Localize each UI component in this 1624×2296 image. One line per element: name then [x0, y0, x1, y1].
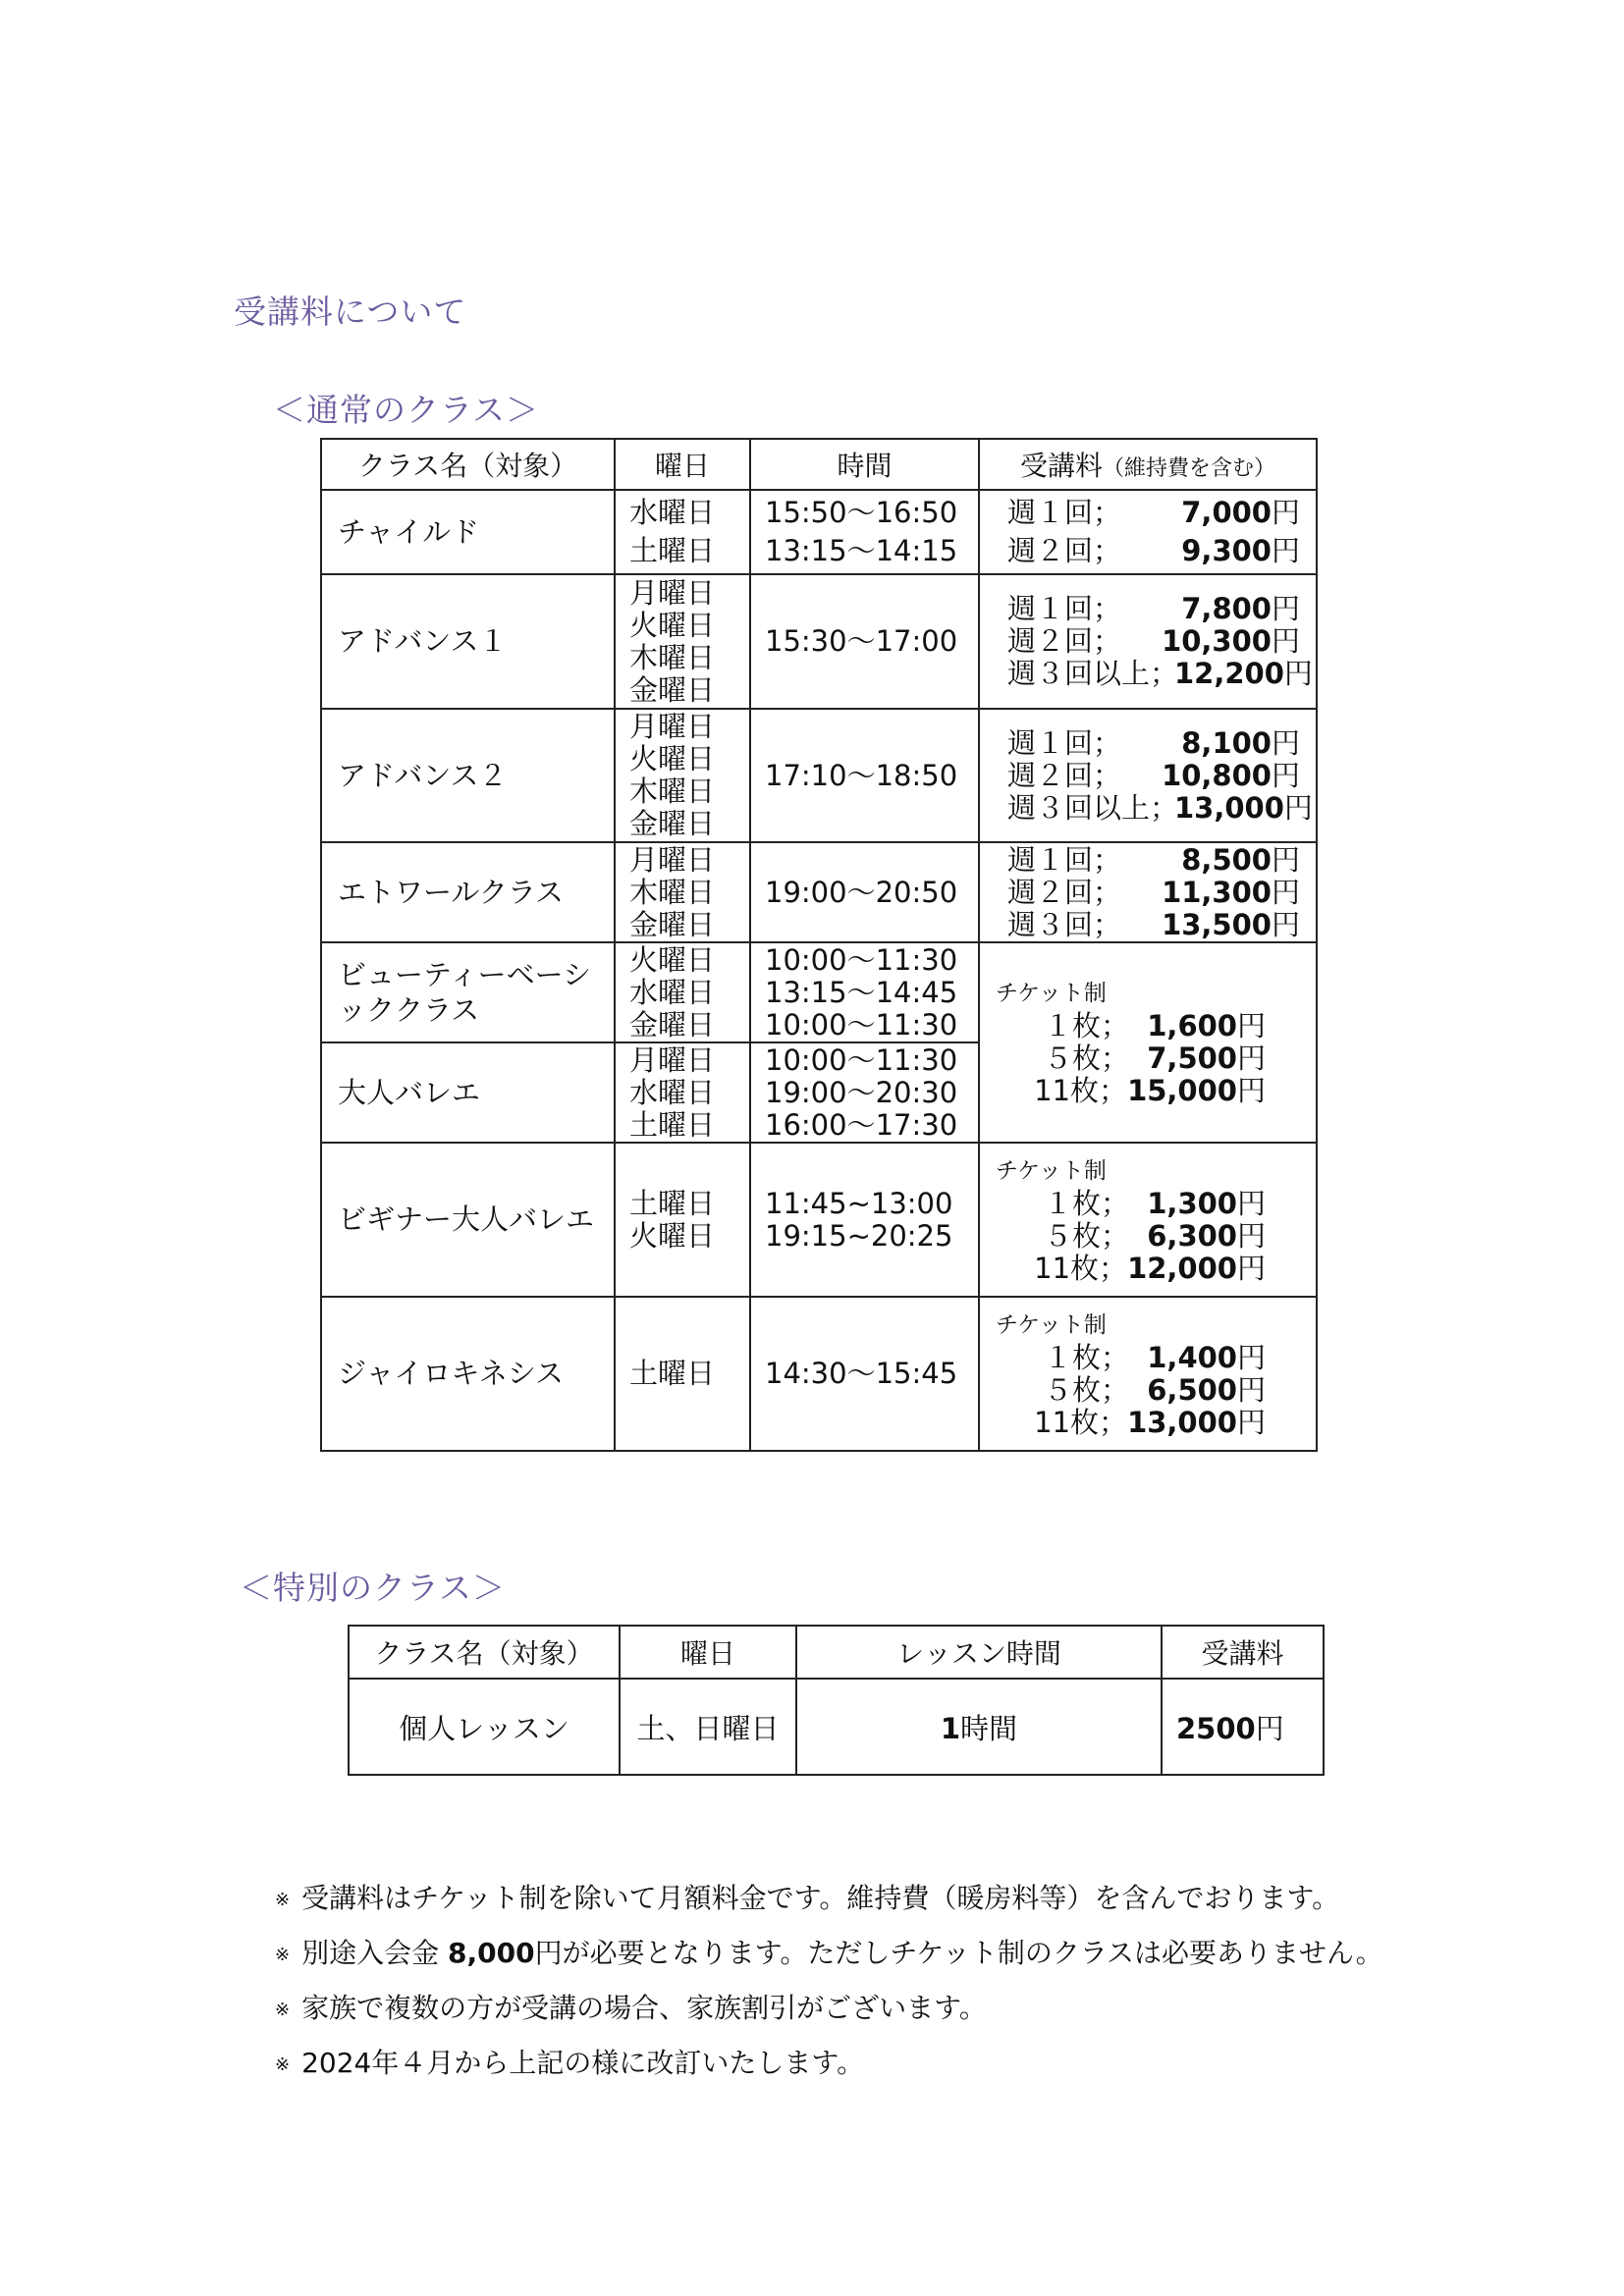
- regular-section-heading: ＜通常のクラス＞: [273, 391, 540, 429]
- notes-list: [275, 1873, 1383, 2093]
- lesson-duration: 1時間: [796, 1679, 1162, 1775]
- special-classes-table: [348, 1625, 1325, 1776]
- header-fee: 受講料（維持費を含む）: [979, 439, 1317, 490]
- class-time: 10:00～11:30 13:15～14:45 10:00～11:30: [750, 942, 979, 1042]
- table-row: [321, 1143, 1317, 1297]
- regular-classes-table: [320, 438, 1318, 1452]
- table-row: [321, 842, 1317, 942]
- class-name: 大人バレエ: [321, 1042, 615, 1143]
- class-fee: 2500円: [1162, 1679, 1324, 1775]
- header-class-name: クラス名（対象）: [321, 439, 615, 490]
- class-name: ビギナー大人バレエ: [321, 1143, 615, 1297]
- class-name: エトワールクラス: [321, 842, 615, 942]
- class-name: ジャイロキネシス: [321, 1297, 615, 1451]
- table-row: [321, 574, 1317, 709]
- class-time: 19:00～20:50: [750, 842, 979, 942]
- class-time: 11:45~13:00 19:15~20:25: [750, 1143, 979, 1297]
- class-fee: 週１回； 7,000円 週２回； 9,300円: [979, 490, 1317, 574]
- header-days: 曜日: [620, 1626, 796, 1679]
- table-row: [349, 1679, 1324, 1775]
- note-item: ※ 2024年４月から上記の様に改訂いたします。: [275, 2047, 865, 2079]
- table-row: [321, 942, 1317, 1042]
- class-days: 土曜日 火曜日: [615, 1143, 750, 1297]
- table-header-row: [321, 439, 1317, 490]
- class-time: 10:00～11:30 19:00～20:30 16:00～17:30: [750, 1042, 979, 1143]
- table-row: [321, 490, 1317, 574]
- header-class-name: クラス名（対象）: [349, 1626, 620, 1679]
- class-fee: 週１回； 8,500円 週２回； 11,300円 週３回； 13,500円: [979, 842, 1317, 942]
- class-name: 個人レッスン: [349, 1679, 620, 1775]
- class-time: 15:50～16:50 13:15～14:15: [750, 490, 979, 574]
- class-fee: 週１回； 7,800円 週２回； 10,300円 週３回以上； 12,200円: [979, 574, 1317, 709]
- header-days: 曜日: [615, 439, 750, 490]
- class-days: 土、日曜日: [620, 1679, 796, 1775]
- class-time: 14:30～15:45: [750, 1297, 979, 1451]
- header-lesson-time: レッスン時間: [796, 1626, 1162, 1679]
- class-time: 17:10～18:50: [750, 709, 979, 842]
- class-days: 火曜日 水曜日 金曜日: [615, 942, 750, 1042]
- note-item: ※ 受講料はチケット制を除いて月額料金です。維持費（暖房料等）を含んでおります。: [275, 1882, 1340, 1914]
- ticket-fee: チケット制 １枚； 1,400円 ５枚； 6,500円 11枚； 13,000円: [979, 1297, 1317, 1451]
- ticket-fee: チケット制 １枚； 1,300円 ５枚； 6,300円 11枚； 12,000円: [979, 1143, 1317, 1297]
- class-days: 水曜日 土曜日: [615, 490, 750, 574]
- table-row: [321, 1297, 1317, 1451]
- page-title: 受講料について: [234, 293, 467, 331]
- ticket-fee: チケット制 １枚； 1,600円 ５枚； 7,500円 11枚； 15,000円: [979, 942, 1317, 1143]
- class-days: 月曜日 水曜日 土曜日: [615, 1042, 750, 1143]
- note-item: ※ 家族で複数の方が受講の場合、家族割引がございます。: [275, 1992, 987, 2024]
- class-days: 月曜日 火曜日 木曜日 金曜日: [615, 709, 750, 842]
- class-time: 15:30～17:00: [750, 574, 979, 709]
- special-section-heading: ＜特別のクラス＞: [240, 1569, 507, 1607]
- header-fee: 受講料: [1162, 1626, 1324, 1679]
- class-days: 土曜日: [615, 1297, 750, 1451]
- header-time: 時間: [750, 439, 979, 490]
- table-header-row: [349, 1626, 1324, 1679]
- table-row: [321, 709, 1317, 842]
- class-fee: 週１回； 8,100円 週２回； 10,800円 週３回以上； 13,000円: [979, 709, 1317, 842]
- class-name: アドバンス１: [321, 574, 615, 709]
- class-days: 月曜日 木曜日 金曜日: [615, 842, 750, 942]
- note-item: ※ 別途入会金 8,000円が必要となります。ただしチケット制のクラスは必要ありません。: [275, 1937, 1383, 1969]
- class-name: チャイルド: [321, 490, 615, 574]
- class-days: 月曜日 火曜日 木曜日 金曜日: [615, 574, 750, 709]
- class-name: ビューティーベーシッククラス: [321, 942, 615, 1042]
- class-name: アドバンス２: [321, 709, 615, 842]
